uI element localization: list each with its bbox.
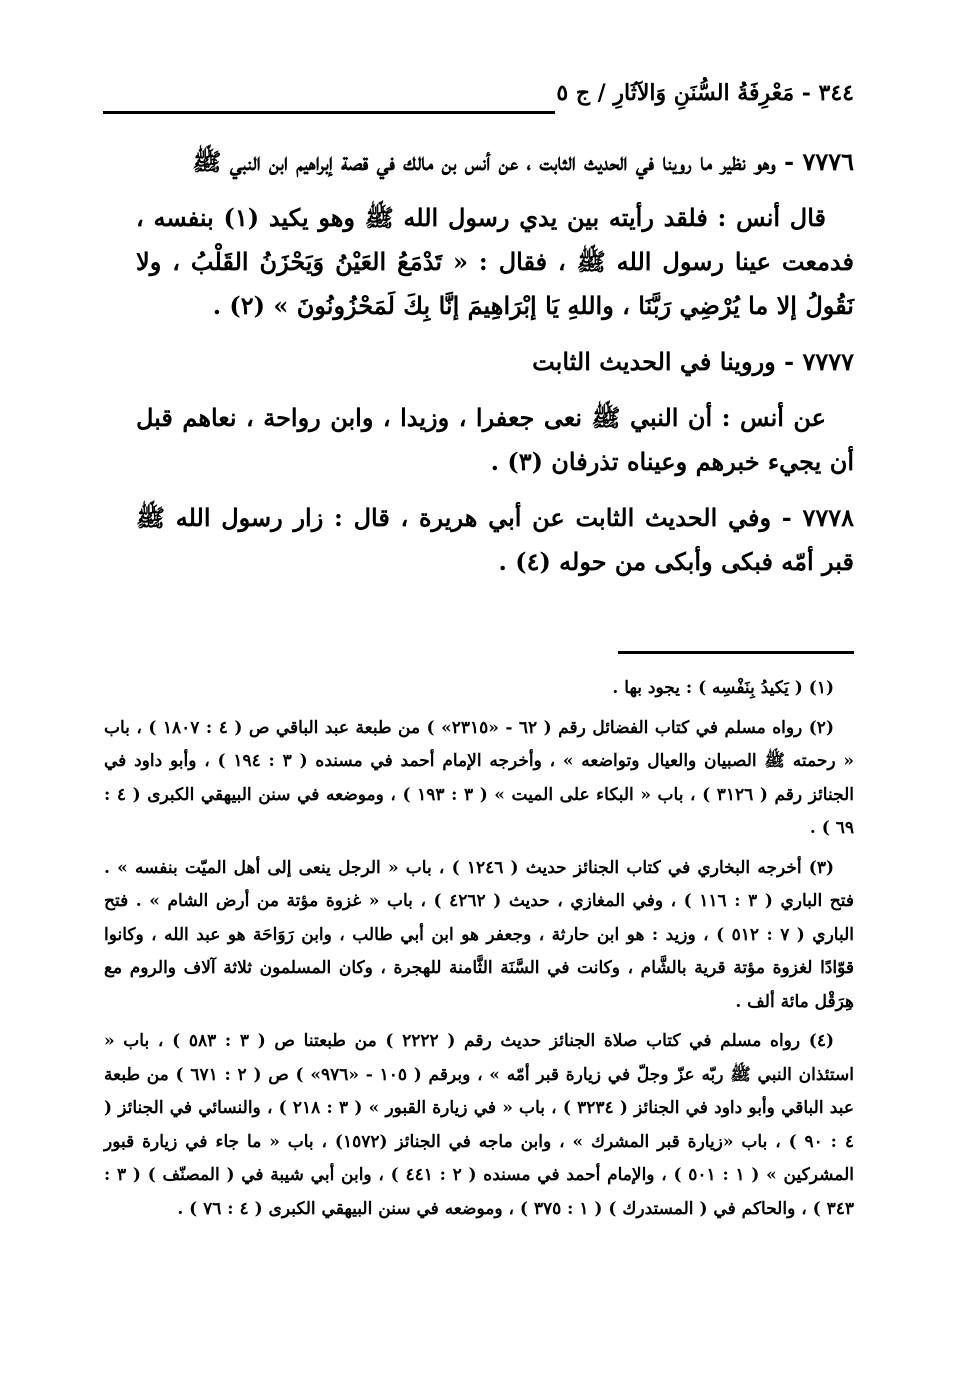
footnote-2: (٢) رواه مسلم في كتاب الفضائل رقم ( ٦٢ - «٢٣١٥» ) من طبعة عبد الباقي ص ( ٤ : ١٨٠٧ ) ، باب « رحمته ﷺ الصبيان والعيال وتواضعه » ، وأخرجه الإمام أحمد في مسنده ( ٣ : ١٩٤ ) ، وأبو داود في الجنائز رقم ( ٣١٢٦ ) ، باب « البكاء على الميت » ( ٣ : ١٩٣ ) ، وموضعه في سنن البيهقي الكبرى ( ٤ : ٦٩ ) . — [104, 717, 854, 838]
footnote-1: (١) ( يَكيدُ بِنَفْسِه ) : يجود بها . — [612, 678, 834, 698]
hadith-7776: ٧٧٧٦ - وهو نظير ما روينا في الحديث الثابت ، عن أنس بن مالك في قصة إبراهيم ابن النبي ﷺ — [192, 147, 854, 176]
hadith-7778: ٧٧٧٨ - وفي الحديث الثابت عن أبي هريرة ، قال : زار رسول الله ﷺ قبر أمّه فبكى وأبكى من حوله (٤) . — [136, 503, 854, 576]
main-text — [136, 140, 854, 596]
hadith-7777-text: عن أنس : أن النبي ﷺ نعى جعفرا ، وزيدا ، وابن رواحة ، نعاهم قبل أن يجيء خبرهم وعيناه تذرفان (٣) . — [136, 403, 854, 476]
footnote-4: (٤) رواه مسلم في كتاب صلاة الجنائز حديث رقم ( ٢٢٢٢ ) من طبعتنا ص ( ٣ : ٥٨٣ ) ، باب « استئذان النبي ﷺ ربّه عزّ وجلّ في زيارة قبر أمّه » ، وبرقم ( ١٠٥ - «٩٧٦» ) ص ( ٢ : ٦٧١ ) من طبعة عبد الباقي وأبو داود في الجنائز ( ٣٢٣٤ ) ، باب « في زيارة القبور » ( ٣ : ٢١٨ ) ، والنسائي في الجنائز ( ٤ : ٩٠ ) ، باب «زيارة قبر المشرك » ، وابن ماجه في الجنائز (١٥٧٢) ، باب « ما جاء في زيارة قبور المشركين » ( ١ : ٥٠١ ) ، والإمام أحمد في مسنده ( ٢ : ٤٤١ ) ، وابن أبي شيبة في ( المصنّف ) ( ٣ : ٣٤٣ ) ، والحاكم في ( المستدرك ) ( ١ : ٣٧٥ ) ، وموضعه في سنن البيهقي الكبرى ( ٤ : ٧٦ ) . — [104, 1031, 854, 1219]
footnote-3: (٣) أخرجه البخاري في كتاب الجنائز حديث ( ١٢٤٦ ) ، باب « الرجل ينعى إلى أهل الميّت بنفسه » . فتح الباري ( ٣ : ١١٦ ) ، وفي المغازي ، حديث ( ٤٢٦٢ ) ، باب « غزوة مؤتة من أرض الشام » . فتح الباري ( ٧ : ٥١٢ ) ، وزيد : هو ابن حارثة ، وجعفر هو ابن أبي طالب ، وابن رَوَاحَة هو عبد الله ، وكانوا قوّادًا لغزوة مؤتة قرية بالشَّام ، وكانت في السَّنَة الثَّامنة للهجرة ، وكان المسلمون ثلاثة آلاف والروم مع هِرَقْل مائة ألف . — [104, 857, 854, 1012]
header-rule — [103, 111, 555, 114]
hadith-7777: ٧٧٧٧ - وروينا في الحديث الثابت — [532, 347, 854, 376]
running-head: ٣٤٤ - مَعْرِفَةُ السُّنَنِ وَالآثَارِ / ج ٥ — [556, 80, 854, 106]
hadith-7776-continuation: قال أنس : فلقد رأيته بين يدي رسول الله ﷺ وهو يكيد (١) بنفسه ، فدمعت عينا رسول الله ﷺ ، فقال : « تَدْمَعُ العَيْنُ وَيَحْزَنُ القَلْبُ ، ولا نَقُولُ إلا ما يُرْضِي رَبَّنَا ، واللهِ يَا إبْرَاهِيمَ إنَّا بِكَ لَمَحْزُونُونَ » (٢) . — [136, 203, 854, 320]
footnote-rule — [618, 651, 854, 654]
footnotes — [104, 672, 854, 1232]
